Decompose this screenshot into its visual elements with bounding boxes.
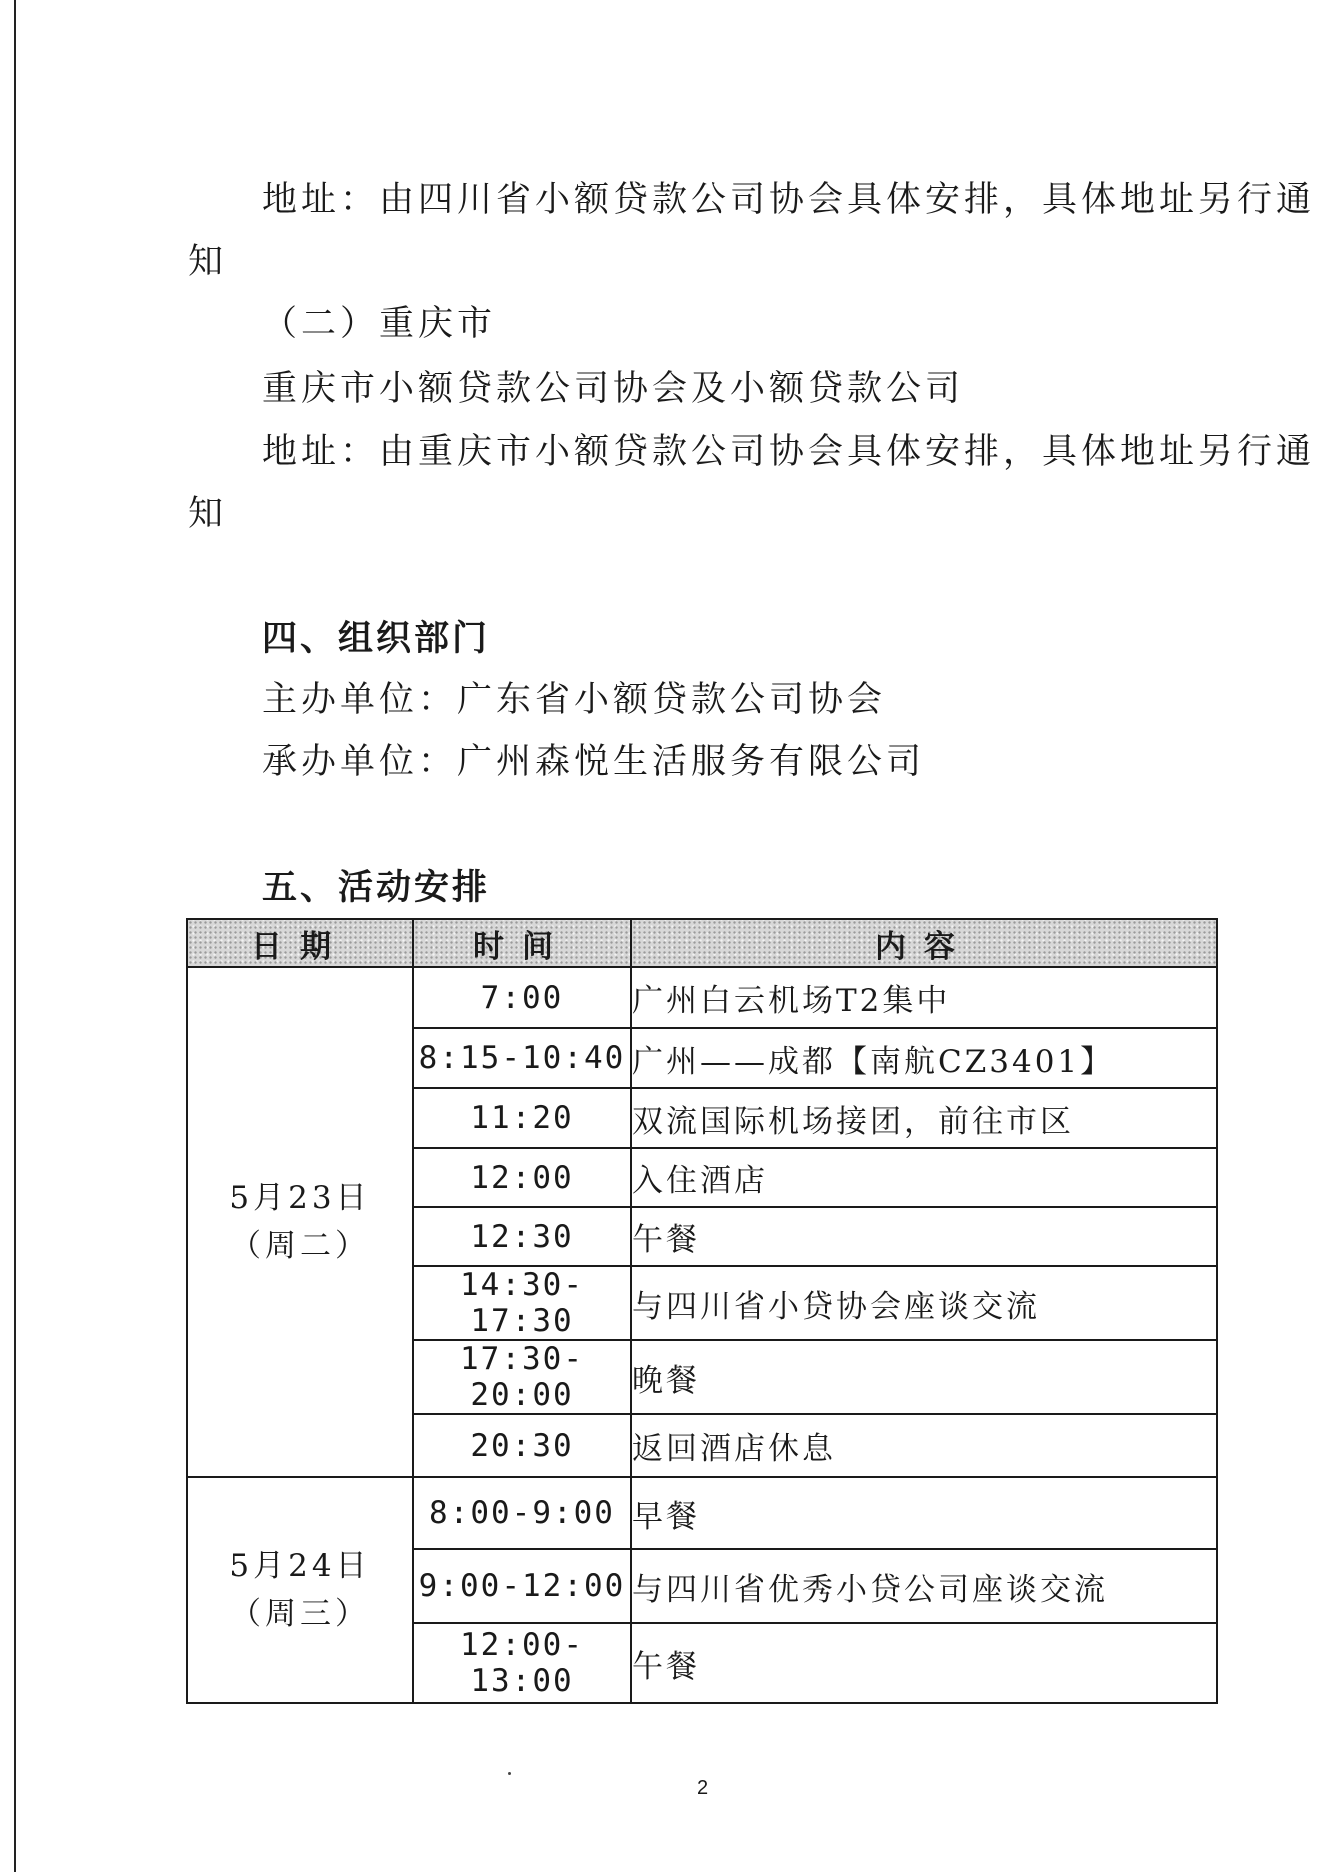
schedule-table [186, 918, 1218, 1704]
chongqing-org: 重庆市小额贷款公司协会及小额贷款公司 [262, 369, 965, 409]
table-row [187, 967, 1217, 1028]
table-header-row [187, 919, 1217, 967]
day2-date: 5月24日 [229, 1548, 371, 1584]
content-cell: 广州白云机场T2集中 [631, 967, 1217, 1028]
sichuan-address-line1: 地址：由四川省小额贷款公司协会具体安排，具体地址另行通 [262, 180, 1316, 220]
content-cell: 与四川省小贷协会座谈交流 [631, 1266, 1217, 1340]
sichuan-address-line2: 知 [188, 242, 228, 282]
header-time: 时间 [413, 919, 631, 967]
header-date: 日期 [187, 919, 413, 967]
time-cell: 12:30 [413, 1207, 631, 1266]
content-cell: 午餐 [631, 1623, 1217, 1703]
chongqing-heading: （二）重庆市 [262, 304, 497, 344]
scan-left-edge [14, 0, 16, 1872]
chongqing-address-line2: 知 [188, 494, 228, 534]
chongqing-address-line1: 地址：由重庆市小额贷款公司协会具体安排，具体地址另行通 [262, 432, 1316, 472]
day2-date-cell [187, 1477, 413, 1703]
content-cell: 入住酒店 [631, 1148, 1217, 1207]
content-cell: 午餐 [631, 1207, 1217, 1266]
content-cell: 广州——成都【南航CZ3401】 [631, 1028, 1217, 1088]
section4-heading: 四、组织部门 [262, 619, 491, 659]
time-cell: 12:00-13:00 [413, 1623, 631, 1703]
time-cell: 20:30 [413, 1414, 631, 1477]
time-cell: 11:20 [413, 1088, 631, 1148]
time-cell: 8:15-10:40 [413, 1028, 631, 1088]
time-cell: 8:00-9:00 [413, 1477, 631, 1549]
day1-date: 5月23日 [229, 1180, 371, 1216]
time-cell: 9:00-12:00 [413, 1549, 631, 1623]
scan-speck [508, 1772, 511, 1775]
time-cell: 12:00 [413, 1148, 631, 1207]
organizer-unit: 承办单位：广州森悦生活服务有限公司 [262, 742, 926, 782]
content-cell: 返回酒店休息 [631, 1414, 1217, 1477]
day1-date-cell [187, 967, 413, 1477]
content-cell: 早餐 [631, 1477, 1217, 1549]
day2-weekday: （周三） [230, 1596, 370, 1632]
page-number: 2 [697, 1777, 709, 1799]
time-cell: 7:00 [413, 967, 631, 1028]
day1-weekday: （周二） [230, 1228, 370, 1264]
content-cell: 双流国际机场接团，前往市区 [631, 1088, 1217, 1148]
section5-heading: 五、活动安排 [262, 868, 491, 908]
time-cell: 14:30-17:30 [413, 1266, 631, 1340]
table-row [187, 1477, 1217, 1549]
header-content: 内容 [631, 919, 1217, 967]
host-unit: 主办单位：广东省小额贷款公司协会 [262, 680, 887, 720]
content-cell: 晚餐 [631, 1340, 1217, 1414]
content-cell: 与四川省优秀小贷公司座谈交流 [631, 1549, 1217, 1623]
time-cell: 17:30-20:00 [413, 1340, 631, 1414]
